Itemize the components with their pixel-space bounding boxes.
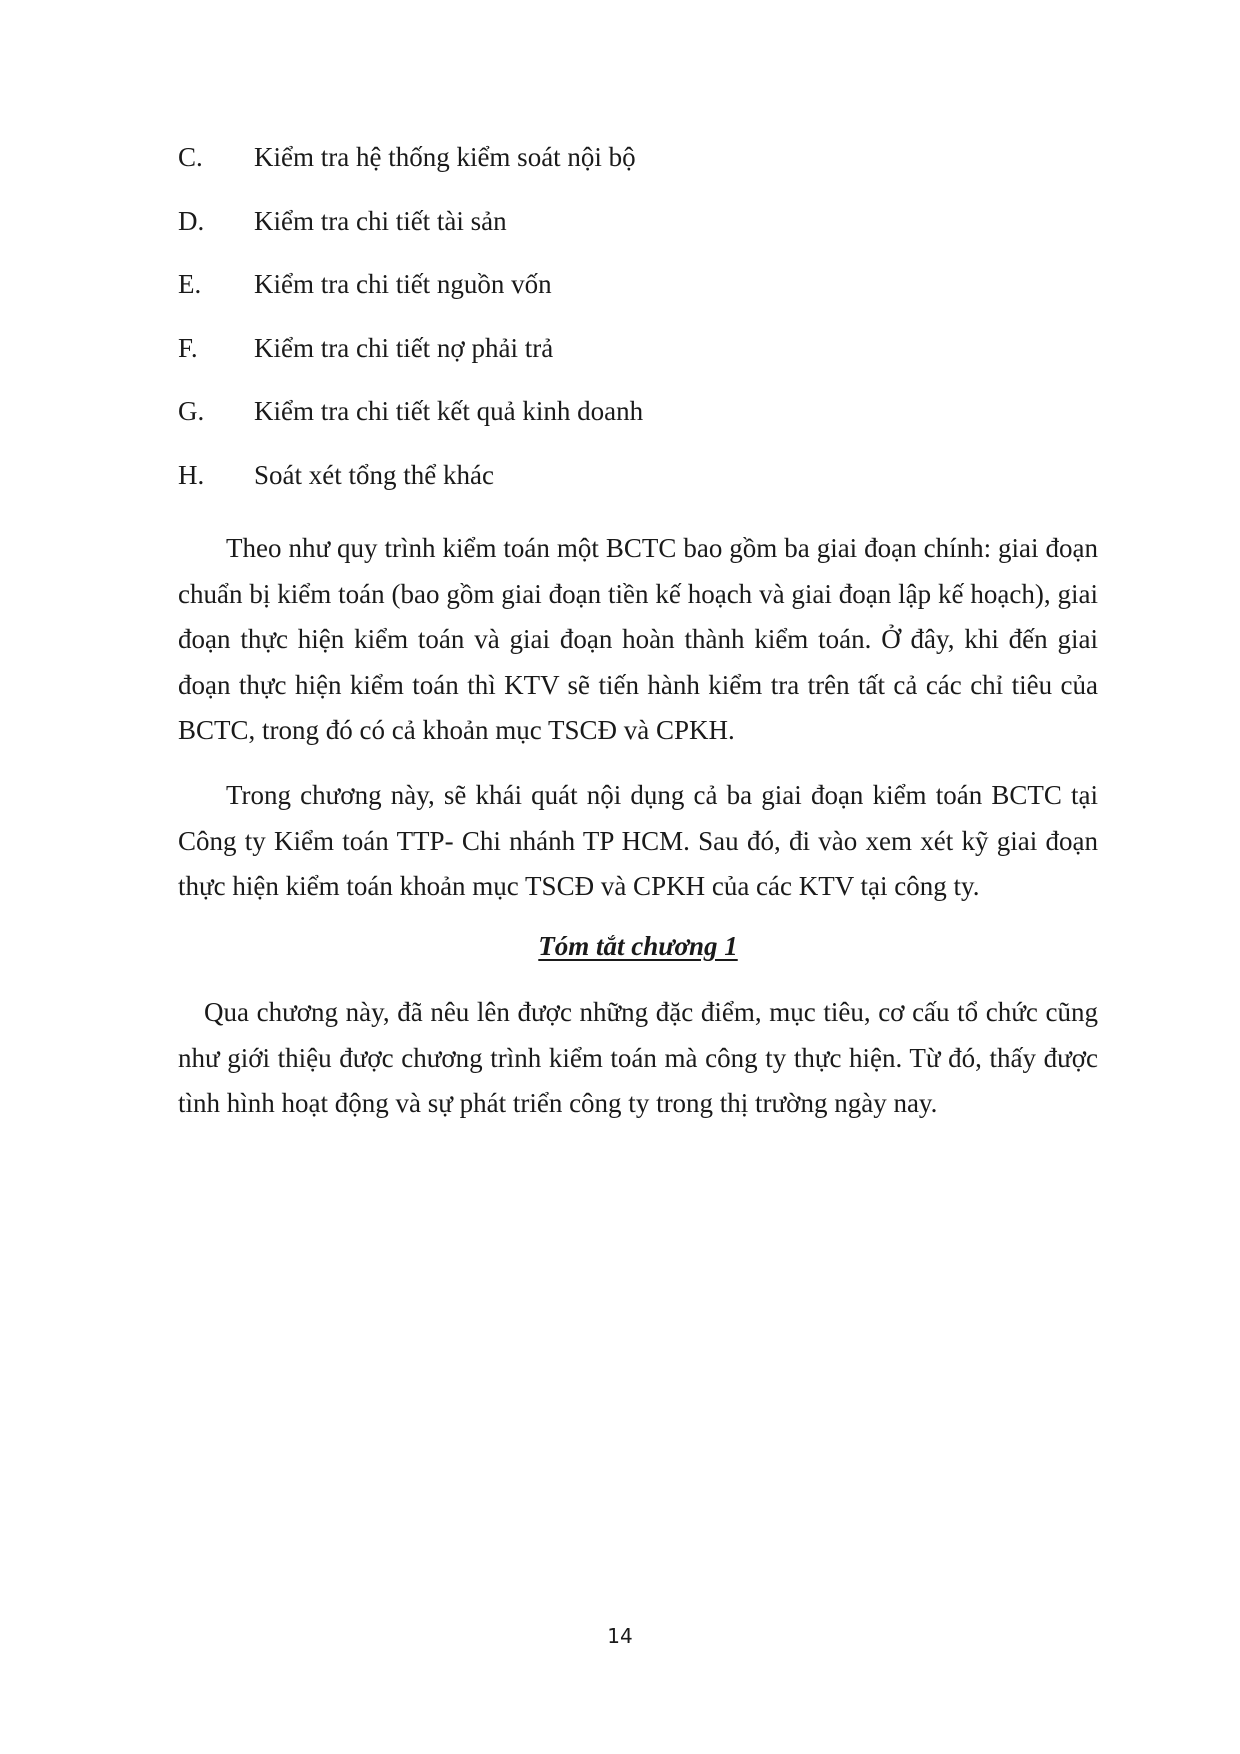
list-item-text: Kiểm tra hệ thống kiểm soát nội bộ xyxy=(254,142,636,172)
audit-steps-list xyxy=(178,140,1098,522)
list-item-letter: H. xyxy=(178,459,205,490)
list-item xyxy=(178,204,1098,268)
list-item xyxy=(178,140,1098,204)
list-item-letter: G. xyxy=(178,396,205,427)
list-item-letter: F. xyxy=(178,332,198,363)
list-item xyxy=(178,458,1098,522)
list-item-letter: D. xyxy=(178,205,205,236)
list-item xyxy=(178,394,1098,458)
list-item-text: Kiểm tra chi tiết kết quả kinh doanh xyxy=(254,396,644,427)
list-item-letter: E. xyxy=(178,269,202,300)
page-number: 14 xyxy=(607,1624,633,1648)
list-item-letter: C. xyxy=(178,142,203,172)
list-item-text: Soát xét tổng thể khác xyxy=(254,459,494,490)
list-item xyxy=(178,267,1098,331)
paragraph-audit-process: Theo như quy trình kiểm toán một BCTC bao gồm ba giai đoạn chính: giai đoạn chuẩn bị kiểm toán (bao gồm giai đoạn tiền kế hoạch và giai đoạn lập kế hoạch), giai đoạn thực hiện kiểm toán và giai đoạn hoàn thành kiểm toán. Ở đây, khi đến giai đoạn thực hiện kiểm toán thì KTV sẽ tiến hành kiểm tra trên tất cả các chỉ tiêu của BCTC, trong đó có cả khoản mục TSCĐ và CPKH. xyxy=(178,533,1098,745)
list-item-text: Kiểm tra chi tiết nợ phải trả xyxy=(254,332,554,363)
list-item-text: Kiểm tra chi tiết tài sản xyxy=(254,205,507,236)
chapter-summary-heading: Tóm tắt chương 1 xyxy=(538,931,738,961)
list-item xyxy=(178,331,1098,395)
paragraph-chapter-overview: Trong chương này, sẽ khái quát nội dụng cả ba giai đoạn kiểm toán BCTC tại Công ty Kiểm toán TTP- Chi nhánh TP HCM. Sau đó, đi vào xem xét kỹ giai đoạn thực hiện kiểm toán khoản mục TSCĐ và CPKH của các KTV tại công ty. xyxy=(178,780,1098,901)
list-item-text: Kiểm tra chi tiết nguồn vốn xyxy=(254,269,552,300)
chapter-summary-text: Qua chương này, đã nêu lên được những đặc điểm, mục tiêu, cơ cấu tổ chức cũng như giới thiệu được chương trình kiểm toán mà công ty thực hiện. Từ đó, thấy được tình hình hoạt động và sự phát triển công ty trong thị trường ngày nay. xyxy=(178,997,1098,1118)
